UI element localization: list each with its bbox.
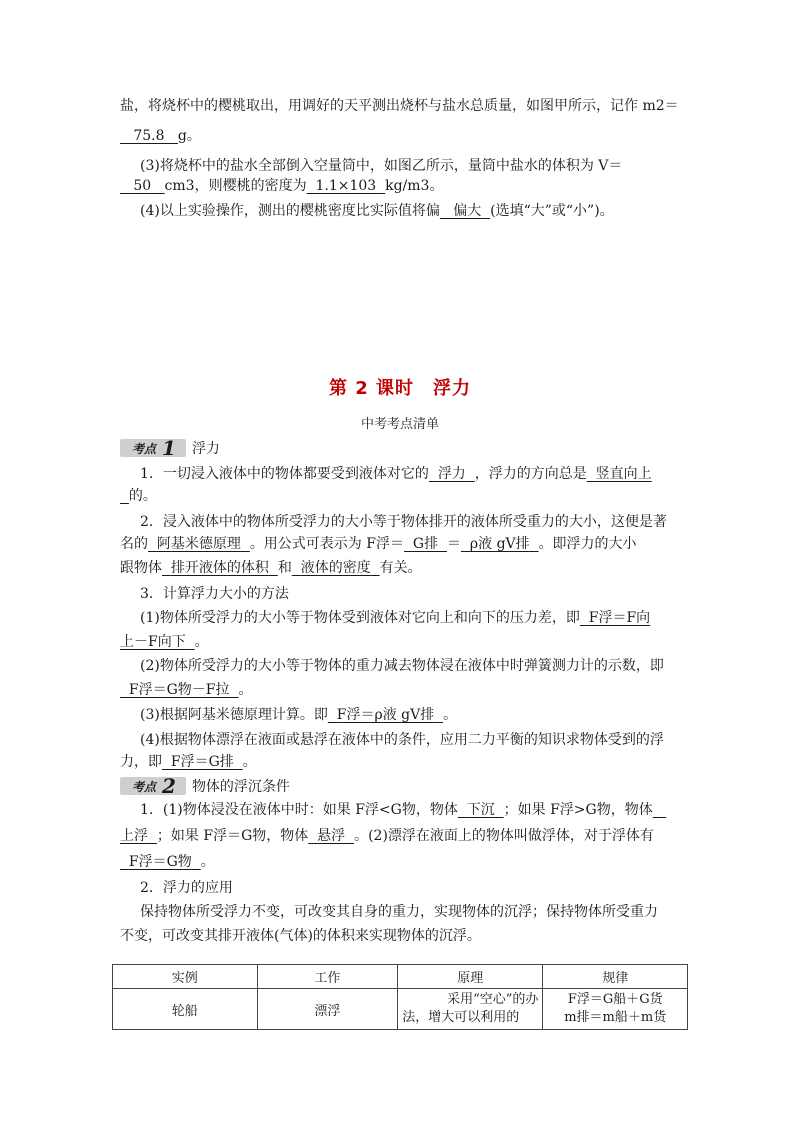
text-line: 75.8 g。 [120,126,680,146]
table-cell: 采用“空心”的办 法，增大可以利用的 [398,989,543,1030]
text-line: 盐，将烧杯中的樱桃取出，用调好的天平测出烧杯与盐水总质量，如图甲所示，记作 m2＝ [120,98,679,114]
answer-blank: 上－F向下 [120,634,186,650]
table-cell: F浮＝G船＋G货 m排＝m船＋m货 [543,989,688,1030]
kaodian-title: 浮力 [191,441,220,457]
answer-blank: 竖直向上 [595,466,652,482]
table-header: 实例 [113,965,258,989]
answer-blank [120,488,129,504]
answer-blank: ρ液 gV排 [469,536,530,552]
kaodian-heading [120,438,220,458]
text-line: F浮＝G物－F拉 。 [120,680,680,700]
text-line: 50 cm3，则樱桃的密度为 1.1×103 kg/m3。 [120,176,680,196]
table-header: 原理 [398,965,543,989]
text-line: F浮＝G物 。 [120,852,680,872]
text-line: 保持物体所受浮力不变，可改变其自身的重力，实现物体的沉浮；保持物体所受重力 [140,904,658,920]
text-line: 不变，可改变其排开液体(气体)的体积来实现物体的沉浮。 [120,928,481,944]
answer-blank: 50 [133,178,152,194]
answer-blank: 排开液体的体积 [170,560,269,576]
answer-blank: F浮＝ρ液 gV排 [336,707,435,723]
answer-blank: 1.1×103 [315,178,377,194]
answer-blank: G排 [412,536,439,552]
text-line: 1．一切浸入液体中的物体都要受到液体对它的 浮力 ，浮力的方向总是 竖直向上 [140,466,652,482]
application-table [112,964,688,1030]
table-header: 规律 [543,965,688,989]
text-line: 2．浮力的应用 [140,880,233,896]
text-line: (1)物体所受浮力的大小等于物体受到液体对它向上和向下的压力差，即 F浮＝F向 [140,610,651,626]
answer-blank: F浮＝F向 [588,610,651,626]
text-line: 力，即 F浮＝G排 。 [120,754,257,770]
text-line: (4)根据物体漂浮在液面或悬浮在液体中的条件，应用二力平衡的知识求物体受到的浮 [140,732,664,748]
answer-blank: 75.8 [133,128,165,144]
text-line: 的。 [120,486,680,506]
text-line: 1．(1)物体浸没在液体中时：如果 F浮<G物，物体 下沉 ；如果 F浮>G物，物体 [140,800,680,820]
answer-blank [653,802,666,818]
answer-blank: 偏大 [453,203,482,219]
table-header: 工作 [257,965,398,989]
table-cell: 漂浮 [257,989,398,1030]
text-line: 上浮 ；如果 F浮＝G物，物体 悬浮 。(2)漂浮在液面上的物体叫做浮体，对于浮体有 [120,828,654,844]
text-line: (3)根据阿基米德原理计算。即 F浮＝ρ液 gV排 。 [140,707,458,723]
answer-blank: 下沉 [466,802,495,818]
text-line: (3)将烧杯中的盐水全部倒入空量筒中，如图乙所示，量筒中盐水的体积为 V＝ [140,158,623,174]
answer-blank: F浮＝G物－F拉 [128,682,230,698]
answer-blank: 上浮 [120,828,148,844]
answer-blank: 阿基米德原理 [156,536,241,552]
answer-blank: 悬浮 [317,828,346,844]
table-row [113,989,688,1030]
table-header-row [113,965,688,989]
kaodian-heading [120,776,290,796]
text-line: 上－F向下 。 [120,634,209,650]
table-cell: 轮船 [113,989,258,1030]
answer-blank: 浮力 [437,466,466,482]
kaodian-title: 物体的浮沉条件 [191,779,290,795]
text-line: 3．计算浮力大小的方法 [140,586,289,602]
kaodian-badge: 考点 1 [120,439,186,457]
kaodian-badge: 考点 2 [120,777,186,795]
text-line: (4)以上实验操作，测出的樱桃密度比实际值将偏 偏大 (选填“大”或“小”)。 [140,203,614,219]
answer-blank: F浮＝G排 [170,754,234,770]
text-line: 名的 阿基米德原理 。用公式可表示为 F浮＝ G排 ＝ ρ液 gV排 。即浮力的大小 [120,536,637,552]
answer-blank: 液体的密度 [300,560,371,576]
section-title: 第 2 课时 浮力 [328,378,472,399]
text-line: 跟物体 排开液体的体积 和 液体的密度 有关。 [120,560,422,576]
text-line: 2．浸入液体中的物体所受浮力的大小等于物体排开的液体所受重力的大小，这便是著 [140,514,667,530]
section-subtitle: 中考考点清单 [360,417,439,432]
text-line: (2)物体所受浮力的大小等于物体的重力减去物体浸在液体中时弹簧测力计的示数，即 [140,658,664,674]
answer-blank: F浮＝G物 [128,854,192,870]
